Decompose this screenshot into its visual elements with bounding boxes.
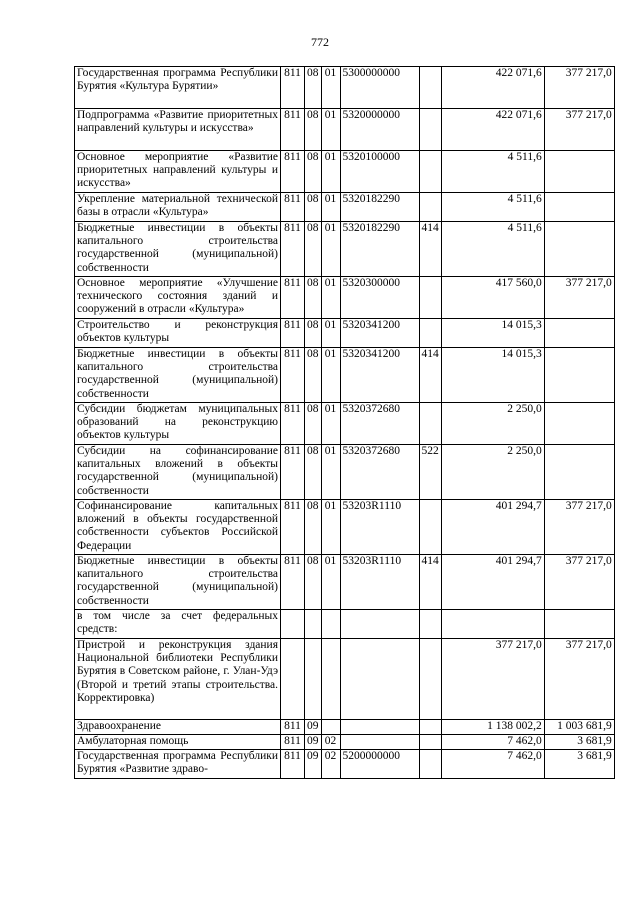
- amount-year1-cell: 377 217,0: [441, 639, 544, 720]
- target-article-cell: [340, 639, 419, 720]
- row-name-cell: Подпрограмма «Развитие приоритетных направлений культуры и искусства»: [75, 109, 281, 151]
- amount-year1-cell: 401 294,7: [441, 555, 544, 610]
- table-row: [75, 445, 615, 500]
- subsection-code-cell: 01: [321, 348, 340, 403]
- target-article-cell: 5320100000: [340, 151, 419, 193]
- row-name-cell: Бюджетные инвестиции в объекты капитального строительства государственной (муниципальной) собственности: [75, 348, 281, 403]
- expense-type-cell: [419, 193, 441, 222]
- ministry-code-cell: 811: [281, 222, 305, 277]
- budget-table-body: [75, 67, 615, 779]
- subsection-code-cell: 02: [321, 750, 340, 779]
- table-row: [75, 735, 615, 750]
- expense-type-cell: [419, 500, 441, 555]
- section-code-cell: 09: [305, 720, 322, 735]
- table-row: [75, 277, 615, 319]
- section-code-cell: 08: [305, 67, 322, 109]
- amount-year2-cell: [544, 151, 614, 193]
- subsection-code-cell: 01: [321, 151, 340, 193]
- ministry-code-cell: 811: [281, 735, 305, 750]
- table-row: [75, 610, 615, 639]
- section-code-cell: 08: [305, 403, 322, 445]
- ministry-code-cell: 811: [281, 403, 305, 445]
- section-code-cell: [305, 639, 322, 720]
- row-name-cell: Государственная программа Республики Бурятия «Культура Бурятии»: [75, 67, 281, 109]
- row-name-cell: Бюджетные инвестиции в объекты капитального строительства государственной (муниципальной) собственности: [75, 222, 281, 277]
- amount-year2-cell: 377 217,0: [544, 500, 614, 555]
- expense-type-cell: [419, 277, 441, 319]
- expense-type-cell: [419, 109, 441, 151]
- table-row: [75, 750, 615, 779]
- budget-table: [74, 66, 615, 779]
- subsection-code-cell: 02: [321, 735, 340, 750]
- expense-type-cell: [419, 151, 441, 193]
- section-code-cell: 08: [305, 109, 322, 151]
- target-article-cell: 53203R1110: [340, 500, 419, 555]
- ministry-code-cell: 811: [281, 500, 305, 555]
- table-row: [75, 555, 615, 610]
- target-article-cell: [340, 735, 419, 750]
- subsection-code-cell: [321, 720, 340, 735]
- section-code-cell: 08: [305, 348, 322, 403]
- amount-year1-cell: 401 294,7: [441, 500, 544, 555]
- expense-type-cell: 414: [419, 348, 441, 403]
- section-code-cell: 08: [305, 319, 322, 348]
- amount-year1-cell: 2 250,0: [441, 403, 544, 445]
- table-row: [75, 348, 615, 403]
- amount-year1-cell: 14 015,3: [441, 348, 544, 403]
- section-code-cell: 08: [305, 222, 322, 277]
- subsection-code-cell: 01: [321, 277, 340, 319]
- ministry-code-cell: 811: [281, 109, 305, 151]
- section-code-cell: 08: [305, 193, 322, 222]
- amount-year2-cell: 377 217,0: [544, 67, 614, 109]
- target-article-cell: [340, 610, 419, 639]
- ministry-code-cell: 811: [281, 750, 305, 779]
- amount-year2-cell: 377 217,0: [544, 555, 614, 610]
- subsection-code-cell: 01: [321, 67, 340, 109]
- section-code-cell: 08: [305, 445, 322, 500]
- section-code-cell: 08: [305, 277, 322, 319]
- target-article-cell: 5200000000: [340, 750, 419, 779]
- expense-type-cell: [419, 67, 441, 109]
- section-code-cell: 08: [305, 555, 322, 610]
- subsection-code-cell: 01: [321, 319, 340, 348]
- target-article-cell: 5320000000: [340, 109, 419, 151]
- amount-year1-cell: 2 250,0: [441, 445, 544, 500]
- expense-type-cell: 414: [419, 222, 441, 277]
- subsection-code-cell: [321, 639, 340, 720]
- row-name-cell: Укрепление материальной технической базы в отрасли «Культура»: [75, 193, 281, 222]
- target-article-cell: 5320341200: [340, 319, 419, 348]
- row-name-cell: Государственная программа Республики Бурятия «Развитие здраво-: [75, 750, 281, 779]
- amount-year1-cell: 7 462,0: [441, 735, 544, 750]
- expense-type-cell: [419, 319, 441, 348]
- ministry-code-cell: 811: [281, 67, 305, 109]
- expense-type-cell: 414: [419, 555, 441, 610]
- section-code-cell: [305, 610, 322, 639]
- row-name-cell: Субсидии бюджетам муниципальных образований на реконструкцию объектов культуры: [75, 403, 281, 445]
- section-code-cell: 08: [305, 500, 322, 555]
- target-article-cell: 5320372680: [340, 403, 419, 445]
- target-article-cell: [340, 720, 419, 735]
- subsection-code-cell: 01: [321, 445, 340, 500]
- target-article-cell: 5320182290: [340, 193, 419, 222]
- expense-type-cell: [419, 735, 441, 750]
- ministry-code-cell: 811: [281, 151, 305, 193]
- ministry-code-cell: 811: [281, 193, 305, 222]
- section-code-cell: 08: [305, 151, 322, 193]
- amount-year2-cell: 3 681,9: [544, 735, 614, 750]
- ministry-code-cell: 811: [281, 277, 305, 319]
- amount-year2-cell: 377 217,0: [544, 639, 614, 720]
- table-row: [75, 403, 615, 445]
- row-name-cell: в том числе за счет федеральных средств:: [75, 610, 281, 639]
- expense-type-cell: [419, 403, 441, 445]
- target-article-cell: 5320300000: [340, 277, 419, 319]
- row-name-cell: Пристрой и реконструкция здания Национальной библиотеки Республики Бурятия в Советском районе, г. Улан-Удэ (Второй и третий этапы строительства. Корректировка): [75, 639, 281, 720]
- expense-type-cell: 522: [419, 445, 441, 500]
- page-number: 772: [311, 35, 329, 49]
- amount-year1-cell: 422 071,6: [441, 67, 544, 109]
- expense-type-cell: [419, 720, 441, 735]
- section-code-cell: 09: [305, 735, 322, 750]
- ministry-code-cell: [281, 639, 305, 720]
- row-name-cell: Бюджетные инвестиции в объекты капитального строительства государственной (муниципальной) собственности: [75, 555, 281, 610]
- amount-year2-cell: [544, 348, 614, 403]
- expense-type-cell: [419, 610, 441, 639]
- amount-year2-cell: 3 681,9: [544, 750, 614, 779]
- table-row: [75, 222, 615, 277]
- amount-year2-cell: [544, 403, 614, 445]
- table-row: [75, 109, 615, 151]
- ministry-code-cell: [281, 610, 305, 639]
- target-article-cell: 5300000000: [340, 67, 419, 109]
- table-row: [75, 639, 615, 720]
- target-article-cell: 53203R1110: [340, 555, 419, 610]
- ministry-code-cell: 811: [281, 555, 305, 610]
- amount-year2-cell: 377 217,0: [544, 109, 614, 151]
- amount-year1-cell: 4 511,6: [441, 222, 544, 277]
- amount-year2-cell: [544, 222, 614, 277]
- section-code-cell: 09: [305, 750, 322, 779]
- target-article-cell: 5320372680: [340, 445, 419, 500]
- expense-type-cell: [419, 750, 441, 779]
- amount-year1-cell: 14 015,3: [441, 319, 544, 348]
- amount-year2-cell: [544, 610, 614, 639]
- table-row: [75, 67, 615, 109]
- subsection-code-cell: 01: [321, 193, 340, 222]
- expense-type-cell: [419, 639, 441, 720]
- amount-year1-cell: 7 462,0: [441, 750, 544, 779]
- target-article-cell: 5320182290: [340, 222, 419, 277]
- amount-year2-cell: [544, 445, 614, 500]
- target-article-cell: 5320341200: [340, 348, 419, 403]
- subsection-code-cell: 01: [321, 222, 340, 277]
- amount-year1-cell: [441, 610, 544, 639]
- subsection-code-cell: 01: [321, 555, 340, 610]
- row-name-cell: Основное мероприятие «Развитие приоритетных направлений культуры и искусства»: [75, 151, 281, 193]
- ministry-code-cell: 811: [281, 720, 305, 735]
- row-name-cell: Субсидии на софинансирование капитальных вложений в объекты государственной (муниципальной) собственности: [75, 445, 281, 500]
- amount-year2-cell: 377 217,0: [544, 277, 614, 319]
- subsection-code-cell: [321, 610, 340, 639]
- amount-year1-cell: 417 560,0: [441, 277, 544, 319]
- amount-year2-cell: [544, 319, 614, 348]
- row-name-cell: Основное мероприятие «Улучшение технического состояния зданий и сооружений в отрасли «Культура»: [75, 277, 281, 319]
- table-row: [75, 500, 615, 555]
- amount-year1-cell: 422 071,6: [441, 109, 544, 151]
- amount-year2-cell: [544, 193, 614, 222]
- table-row: [75, 193, 615, 222]
- table-row: [75, 720, 615, 735]
- row-name-cell: Здравоохранение: [75, 720, 281, 735]
- subsection-code-cell: 01: [321, 403, 340, 445]
- row-name-cell: Софинансирование капитальных вложений в объекты государственной собственности субъектов Российской Федерации: [75, 500, 281, 555]
- amount-year1-cell: 4 511,6: [441, 151, 544, 193]
- subsection-code-cell: 01: [321, 500, 340, 555]
- amount-year1-cell: 4 511,6: [441, 193, 544, 222]
- table-row: [75, 151, 615, 193]
- ministry-code-cell: 811: [281, 445, 305, 500]
- row-name-cell: Строительство и реконструкция объектов культуры: [75, 319, 281, 348]
- row-name-cell: Амбулаторная помощь: [75, 735, 281, 750]
- amount-year2-cell: 1 003 681,9: [544, 720, 614, 735]
- ministry-code-cell: 811: [281, 348, 305, 403]
- subsection-code-cell: 01: [321, 109, 340, 151]
- ministry-code-cell: 811: [281, 319, 305, 348]
- table-row: [75, 319, 615, 348]
- amount-year1-cell: 1 138 002,2: [441, 720, 544, 735]
